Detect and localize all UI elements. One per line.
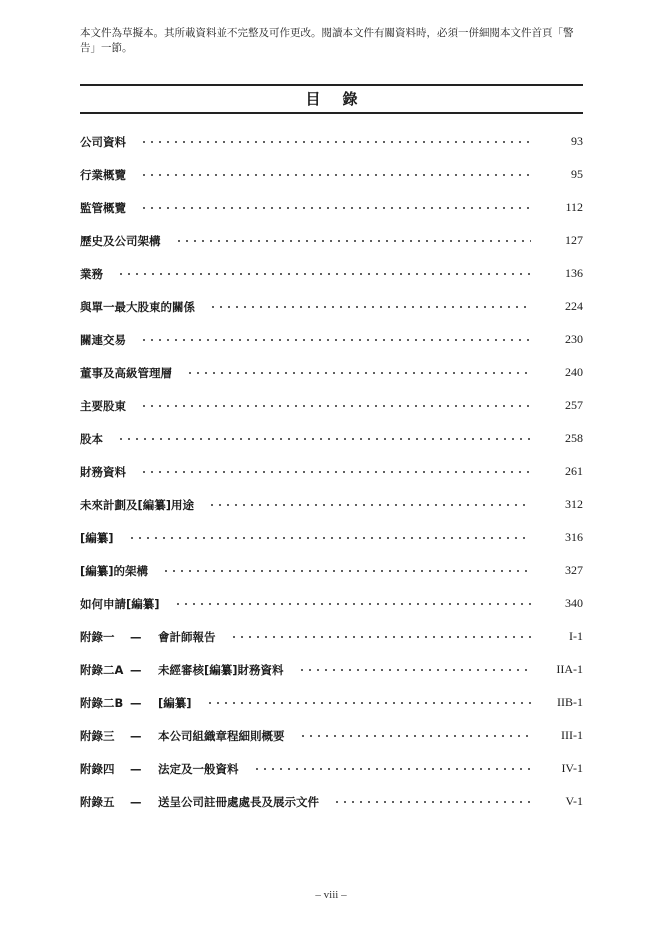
toc-entry-label: 主要股東 xyxy=(80,398,126,413)
toc-entry-page: 93 xyxy=(571,134,583,148)
leader-dots xyxy=(175,235,532,247)
leader-dots xyxy=(333,796,531,808)
leader-dots xyxy=(128,532,531,544)
appendix-label-group xyxy=(80,629,216,645)
appendix-label-group xyxy=(80,761,239,777)
toc-appendix-entry[interactable] xyxy=(80,620,583,653)
toc-entry-page: 316 xyxy=(565,530,583,544)
appendix-number: 附錄四 xyxy=(80,761,115,776)
toc-entry[interactable] xyxy=(80,455,583,488)
appendix-title: 法定及一般資料 xyxy=(158,761,239,776)
toc-appendix-entry[interactable] xyxy=(80,752,583,785)
toc-entry[interactable] xyxy=(80,224,583,257)
toc-entry-label: 如何申請[編纂] xyxy=(80,596,160,611)
toc-entry-page: 340 xyxy=(565,596,583,610)
appendix-dash: — xyxy=(130,695,142,710)
appendix-page: IIA-1 xyxy=(556,662,583,676)
toc-appendix-entry[interactable] xyxy=(80,785,583,818)
appendix-page: IV-1 xyxy=(561,761,583,775)
leader-dots xyxy=(140,169,531,181)
toc-entry-label: 行業概覽 xyxy=(80,167,126,182)
appendix-page: III-1 xyxy=(561,728,583,742)
toc-entry-page: 224 xyxy=(565,299,583,313)
toc-entry-label: 公司資料 xyxy=(80,134,126,149)
appendix-page: I-1 xyxy=(569,629,583,643)
leader-dots xyxy=(174,598,531,610)
toc-entry-label: 業務 xyxy=(80,266,103,281)
leader-dots xyxy=(140,400,531,412)
draft-notice-header: 本文件為草擬本。其所載資料並不完整及可作更改。閱讀本文件有關資料時，必須一併細閱本文件首頁「警告」一節。 xyxy=(80,27,574,54)
toc-entry[interactable] xyxy=(80,521,583,554)
appendix-number: 附錄二A xyxy=(80,662,124,677)
toc-entry-page: 327 xyxy=(565,563,583,577)
toc-entry[interactable] xyxy=(80,356,583,389)
appendix-number: 附錄二B xyxy=(80,695,124,710)
toc-entry-page: 257 xyxy=(565,398,583,412)
toc-entry-page: 230 xyxy=(565,332,583,346)
leader-dots xyxy=(140,334,531,346)
toc-entry[interactable] xyxy=(80,125,583,158)
toc-entry-label: 董事及高級管理層 xyxy=(80,365,172,380)
appendix-label-group xyxy=(80,662,284,678)
toc-entry[interactable] xyxy=(80,587,583,620)
toc-entry-label: 財務資料 xyxy=(80,464,126,479)
toc-entry-label: 未來計劃及[編纂]用途 xyxy=(80,497,195,512)
leader-dots xyxy=(186,367,531,379)
toc-entry-label: 歷史及公司架構 xyxy=(80,233,161,248)
toc-entry-page: 136 xyxy=(565,266,583,280)
appendix-dash: — xyxy=(130,629,142,644)
toc-entry[interactable] xyxy=(80,290,583,323)
toc-entry-page: 312 xyxy=(565,497,583,511)
toc-appendix-entry[interactable] xyxy=(80,653,583,686)
toc-entry-page: 240 xyxy=(565,365,583,379)
toc-entry[interactable] xyxy=(80,323,583,356)
page-title: 目錄 xyxy=(305,90,380,108)
appendix-dash: — xyxy=(130,728,142,743)
appendix-number: 附錄三 xyxy=(80,728,115,743)
toc-entry-label: [編纂]的架構 xyxy=(80,563,149,578)
leader-dots xyxy=(208,499,531,511)
appendix-label-group xyxy=(80,794,319,810)
toc-entry-label: 股本 xyxy=(80,431,103,446)
appendix-dash: — xyxy=(130,761,142,776)
appendix-label-group xyxy=(80,728,285,744)
appendix-page: V-1 xyxy=(565,794,583,808)
appendix-title: 未經審核[編纂]財務資料 xyxy=(158,662,284,677)
leader-dots xyxy=(230,631,532,643)
appendix-title: 送呈公司註冊處處長及展示文件 xyxy=(158,794,319,809)
toc-entry[interactable] xyxy=(80,488,583,521)
leader-dots xyxy=(299,730,532,742)
leader-dots xyxy=(117,268,531,280)
leader-dots xyxy=(140,202,531,214)
appendix-title: 本公司組織章程細則概要 xyxy=(158,728,285,743)
leader-dots xyxy=(140,466,531,478)
appendix-dash: — xyxy=(130,662,142,677)
toc-entry-label: 監管概覽 xyxy=(80,200,126,215)
appendix-title: 會計師報告 xyxy=(158,629,216,644)
appendix-number: 附錄一 xyxy=(80,629,115,644)
toc-entry[interactable] xyxy=(80,422,583,455)
leader-dots xyxy=(162,565,531,577)
toc-entry[interactable] xyxy=(80,389,583,422)
leader-dots xyxy=(209,301,531,313)
appendix-number: 附錄五 xyxy=(80,794,115,809)
leader-dots xyxy=(206,697,531,709)
toc-entry[interactable] xyxy=(80,191,583,224)
toc-entry-page: 261 xyxy=(565,464,583,478)
toc-appendix-entry[interactable] xyxy=(80,686,583,719)
table-of-contents xyxy=(80,125,583,818)
leader-dots xyxy=(253,763,532,775)
appendix-dash: — xyxy=(130,794,142,809)
appendix-label-group xyxy=(80,695,192,711)
leader-dots xyxy=(298,664,531,676)
toc-entry-page: 112 xyxy=(565,200,583,214)
toc-entry-page: 127 xyxy=(565,233,583,247)
toc-entry[interactable] xyxy=(80,158,583,191)
page-number-footer: – viii – xyxy=(315,889,347,901)
toc-entry-page: 95 xyxy=(571,167,583,181)
toc-entry[interactable] xyxy=(80,257,583,290)
toc-appendix-entry[interactable] xyxy=(80,719,583,752)
toc-entry-label: 關連交易 xyxy=(80,332,126,347)
appendix-page: IIB-1 xyxy=(557,695,583,709)
toc-entry-label: [編纂] xyxy=(80,530,114,545)
toc-title-bar xyxy=(80,84,583,114)
toc-entry-page: 258 xyxy=(565,431,583,445)
leader-dots xyxy=(117,433,531,445)
appendix-title: [編纂] xyxy=(158,695,192,710)
toc-entry[interactable] xyxy=(80,554,583,587)
leader-dots xyxy=(140,136,531,148)
toc-entry-label: 與單一最大股東的關係 xyxy=(80,299,195,314)
